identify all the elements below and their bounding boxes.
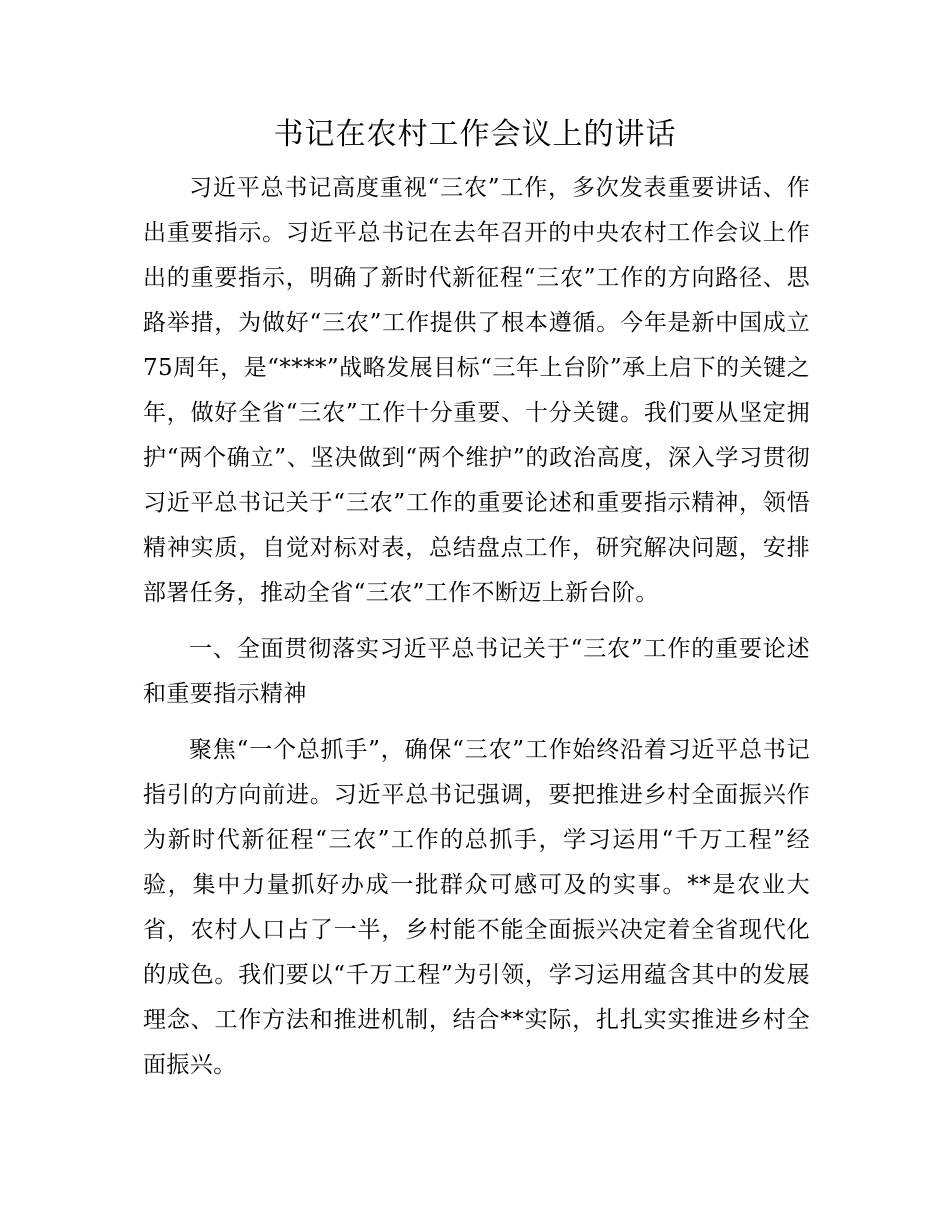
document-body (143, 166, 810, 1088)
section-heading-1: 一、全面贯彻落实习近平总书记关于“三农”工作的重要论述和重要指示精神 (143, 636, 810, 707)
document-title: 书记在农村工作会议上的讲话 (273, 117, 677, 152)
paragraph-intro: 习近平总书记高度重视“三农”工作，多次发表重要讲话、作出重要指示。习近平总书记在去年召开的中央农村工作会议上作出的重要指示，明确了新时代新征程“三农”工作的方向路径、思路举措，为做好“三农”工作提供了根本遵循。今年是新中国成立75周年，是“****”战略发展目标“三年上台阶”承上启下的关键之年，做好全省“三农”工作十分重要、十分关键。我们要从坚定拥护“两个确立”、坚决做到“两个维护”的政治高度，深入学习贯彻习近平总书记关于“三农”工作的重要论述和重要指示精神，领悟精神实质，自觉对标对表，总结盘点工作，研究解决问题，安排部署任务，推动全省“三农”工作不断迈上新台阶。 (143, 175, 810, 606)
paragraph-focus: 聚焦“一个总抓手”，确保“三农”工作始终沿着习近平总书记指引的方向前进。习近平总书记强调，要把推进乡村全面振兴作为新时代新征程“三农”工作的总抓手，学习运用“千万工程”经验，集中力量抓好办成一批群众可感可及的实事。**是农业大省，农村人口占了一半，乡村能不能全面振兴决定着全省现代化的成色。我们要以“千万工程”为引领，学习运用蕴含其中的发展理念、工作方法和推进机制，结合**实际，扎扎实实推进乡村全面振兴。 (143, 737, 810, 1078)
